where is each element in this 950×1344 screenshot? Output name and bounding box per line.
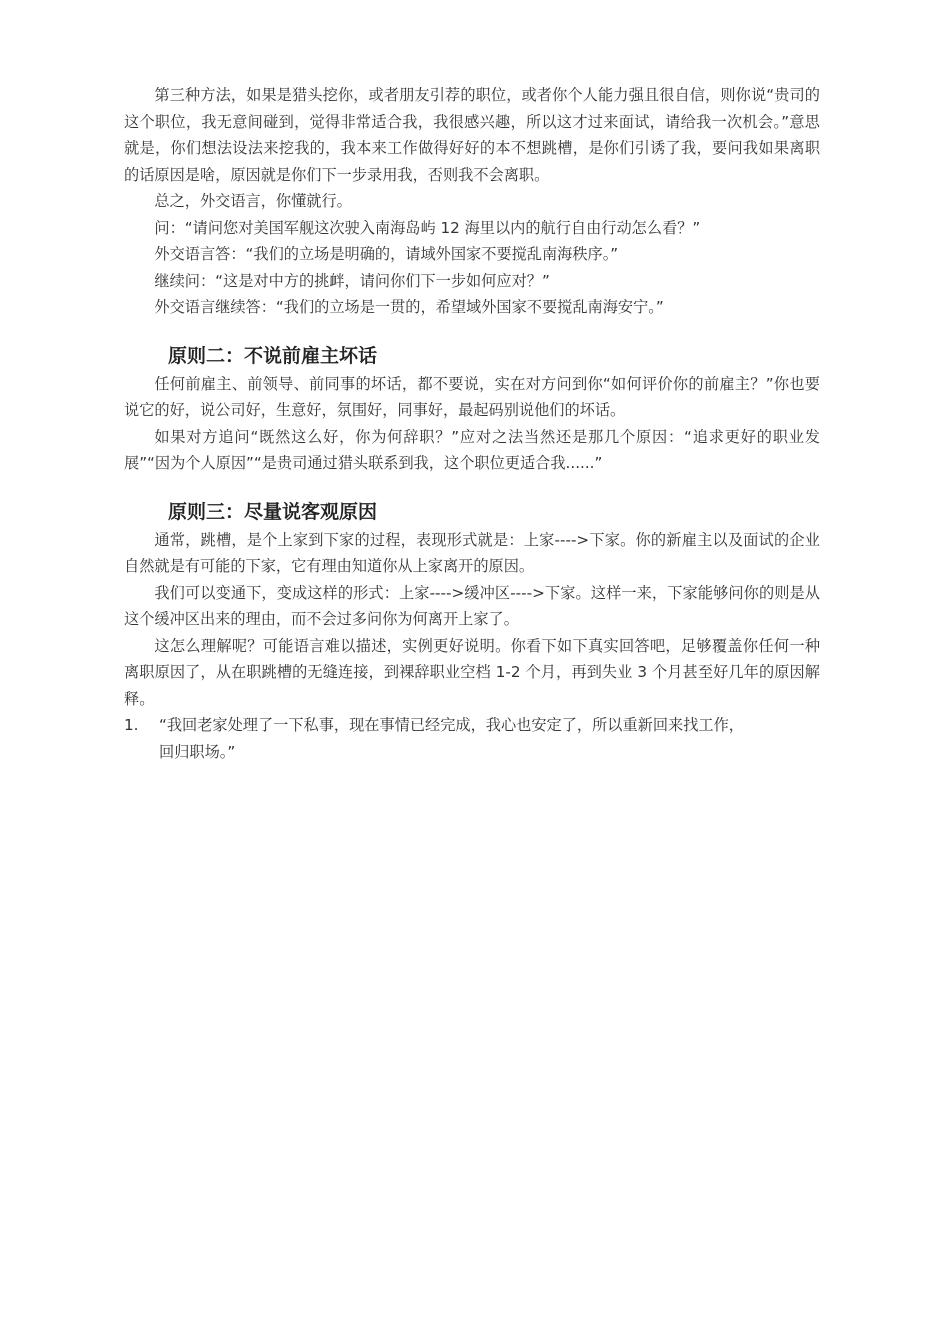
list-item-text [159, 712, 820, 765]
paragraph-principle-three-two: 我们可以变通下，变成这样的形式：上家---->缓冲区---->下家。这样一来，下家能够问你的则是从这个缓冲区出来的理由，而不会过多问你为何离开上家了。 [124, 583, 820, 628]
list-item [124, 712, 820, 765]
paragraph-summary: 总之，外交语言，你懂就行。 [154, 192, 352, 210]
paragraph-principle-two-one: 任何前雇主、前领导、前同事的坏话，都不要说，实在对方问到你“如何评价你的前雇主？”你也要说它的好，说公司好，生意好，氛围好，同事好，最起码别说他们的坏话。 [124, 374, 820, 419]
paragraph-method-three: 第三种方法，如果是猎头挖你，或者朋友引荐的职位，或者你个人能力强且很自信，则你说“贵司的这个职位，我无意间碰到，觉得非常适合我，我很感兴趣，所以这才过来面试，请给我一次机会。”意思就是，你们想法设法来挖我的，我本来工作做得好好的本不想跳槽，是你们引诱了我，要问我如果离职的话原因是啥，原因就是你们下一步录用我，否则我不会离职。 [124, 86, 820, 184]
paragraph-principle-three-three: 这怎么理解呢？可能语言难以描述，实例更好说明。你看下如下真实回答吧，足够覆盖你任何一种离职原因了，从在职跳槽的无缝连接，到裸辞职业空档 1-2 个月，再到失业 3 个月甚至好几年的原因解释。 [124, 636, 820, 708]
list-item-number: 1. [124, 716, 139, 734]
heading-principle-three: 原则三：尽量说客观原因 [168, 500, 378, 523]
answer-two: 外交语言继续答：“我们的立场是一贯的，希望域外国家不要搅乱南海安宁。” [154, 298, 664, 316]
paragraph-principle-three-one: 通常，跳槽，是个上家到下家的过程，表现形式就是：上家---->下家。你的新雇主以及面试的企业自然就是有可能的下家，它有理由知道你从上家离开的原因。 [124, 530, 820, 575]
heading-principle-two: 原则二：不说前雇主坏话 [168, 344, 378, 367]
question-two: 继续问：“这是对中方的挑衅，请问你们下一步如何应对？” [154, 271, 550, 290]
list-item-text-line-one: “我回老家处理了一下私事，现在事情已经完成，我心也安定了，所以重新回来找工作， [159, 716, 744, 734]
paragraph-principle-two-two: 如果对方追问“既然这么好，你为何辞职？”应对之法当然还是那几个原因：“追求更好的职业发展”“因为个人原因”“是贵司通过猎头联系到我，这个职位更适合我......” [124, 427, 820, 472]
question-one: 问：“请问您对美国军舰这次驶入南海岛屿 12 海里以内的航行自由行动怎么看？” [154, 218, 701, 237]
answer-one: 外交语言答：“我们的立场是明确的，请域外国家不要搅乱南海秩序。” [154, 245, 619, 263]
list-item-text-line-two: 回归职场。” [159, 742, 236, 761]
document-page [124, 82, 820, 765]
